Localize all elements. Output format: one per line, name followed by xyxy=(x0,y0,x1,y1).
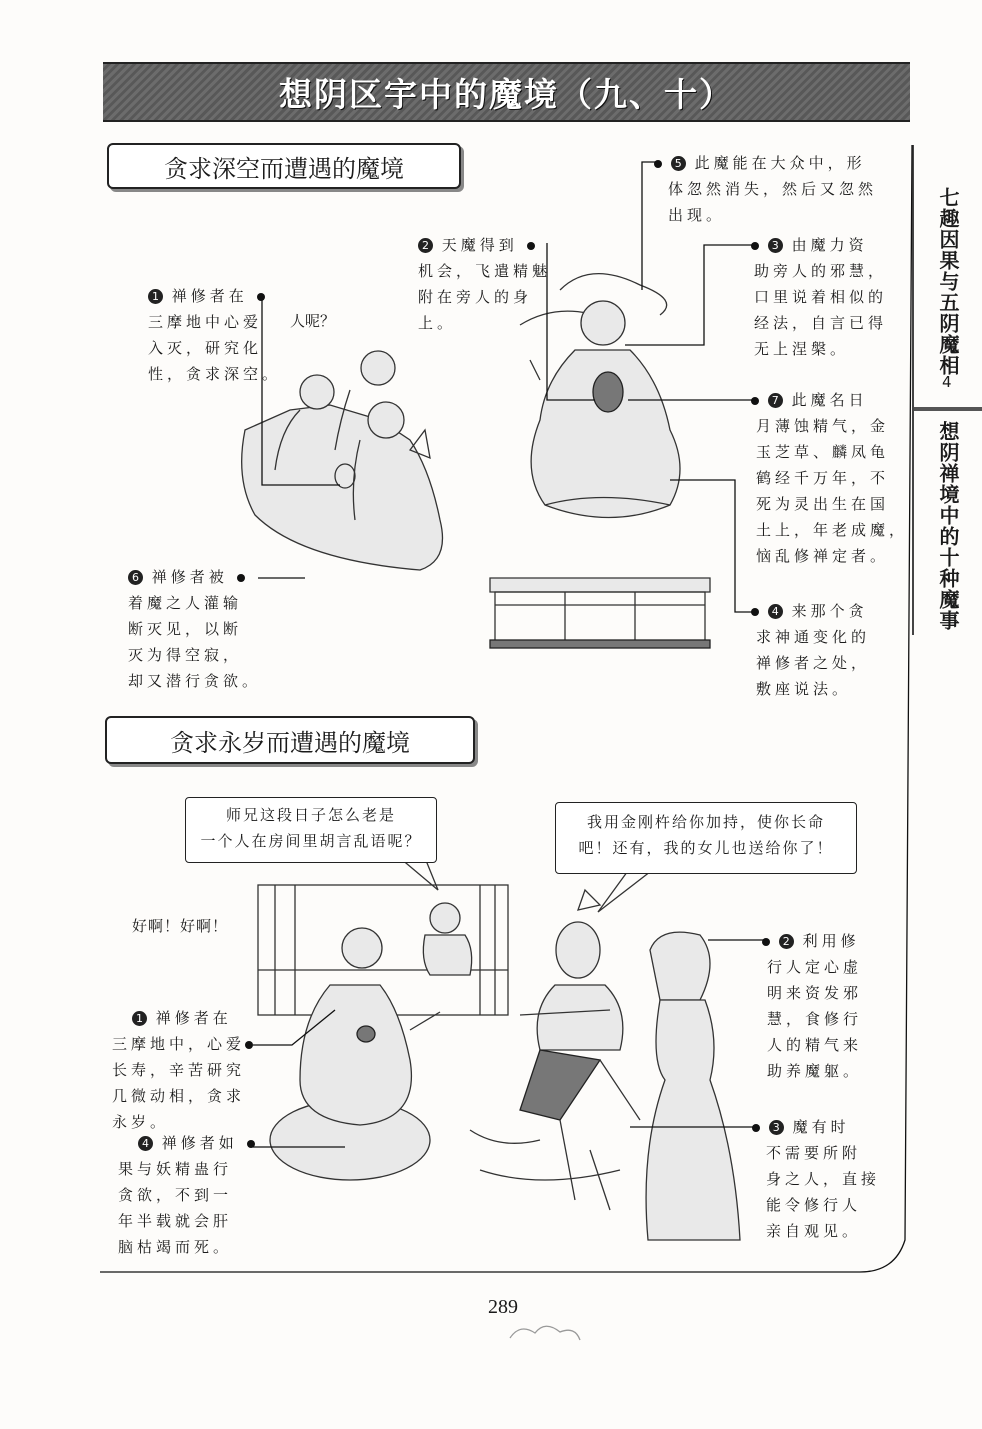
speech-bubble-right xyxy=(555,802,857,874)
number-badge: 2 xyxy=(418,238,433,253)
number-badge: 7 xyxy=(768,393,783,408)
note-line: 亲自观见。 xyxy=(766,1222,862,1240)
number-badge: 4 xyxy=(768,604,783,619)
note-line: 天魔得到 xyxy=(441,236,518,254)
leader-dot xyxy=(751,397,759,405)
note-line: 着魔之人灌输 xyxy=(128,594,243,612)
s2-note-1 xyxy=(112,1005,253,1135)
chapter-number: 4 xyxy=(942,373,952,391)
note-line: 恼乱修禅定者。 xyxy=(756,547,890,565)
number-badge: 1 xyxy=(148,289,163,304)
leader-dot xyxy=(247,1140,255,1148)
note-line: 入灭，研究化 xyxy=(148,339,263,357)
note-line: 鹤经千万年，不 xyxy=(756,469,890,487)
speech-bubble-left xyxy=(185,797,437,863)
note-line: 禅修者之处， xyxy=(756,654,871,672)
note-line: 灭为得空寂， xyxy=(128,646,243,664)
note-line: 此魔名日 xyxy=(791,391,868,409)
s2-note-3 xyxy=(752,1114,880,1244)
note-line: 永岁。 xyxy=(112,1113,170,1131)
page-title: 想阴区宇中的魔境（九、十） xyxy=(279,74,734,114)
note-line: 三摩地中，心爱 xyxy=(112,1035,246,1053)
s1-note-2 xyxy=(418,232,551,336)
section2-header-text: 贪求永岁而遭遇的魔境 xyxy=(170,728,410,757)
note-line: 求神通变化的 xyxy=(756,628,871,646)
s1-note-1 xyxy=(148,283,281,387)
note-line: 口里说着相似的 xyxy=(754,288,888,306)
number-badge: 3 xyxy=(769,1120,784,1135)
demon-daughter-illustration xyxy=(646,932,740,1240)
note-line: 玉芝草、麟凤龟 xyxy=(756,443,890,461)
leader-dot xyxy=(752,1124,760,1132)
number-badge: 5 xyxy=(671,156,686,171)
note-line: 不需要所附 xyxy=(766,1144,862,1162)
bubble-line: 吧！还有，我的女儿也送给你了！ xyxy=(578,839,834,857)
note-line: 果与妖精蛊行 xyxy=(118,1160,233,1178)
note-line: 土上，年老成魔， xyxy=(756,521,909,539)
note-line: 禅修者如 xyxy=(161,1134,238,1152)
leader-dot xyxy=(237,574,245,582)
s2-note-2 xyxy=(762,928,862,1084)
s1-note-6 xyxy=(128,564,261,694)
note-line: 来那个贪 xyxy=(791,602,868,620)
s1-speech: 人呢？ xyxy=(290,312,336,330)
note-line: 几微动相，贪求 xyxy=(112,1087,246,1105)
leader-dot xyxy=(751,242,759,250)
number-badge: 6 xyxy=(128,570,143,585)
s2-note-4 xyxy=(118,1130,255,1260)
note-line: 附在旁人的身 xyxy=(418,288,533,306)
note-line: 禅修者在 xyxy=(155,1009,232,1027)
note-line: 助养魔躯。 xyxy=(767,1062,863,1080)
note-line: 慧，食修行 xyxy=(767,1010,863,1028)
note-line: 无上涅槃。 xyxy=(754,340,850,358)
note-line: 禅修者被 xyxy=(151,568,228,586)
note-line: 经法，自言已得 xyxy=(754,314,888,332)
couch-illustration xyxy=(490,578,710,648)
note-line: 体忽然消失，然后又忽然 xyxy=(668,180,878,198)
note-line: 脑枯竭而死。 xyxy=(118,1238,233,1256)
note-line: 身之人，直接 xyxy=(766,1170,881,1188)
s1-note-5 xyxy=(654,150,877,228)
number-badge: 1 xyxy=(132,1011,147,1026)
number-badge: 4 xyxy=(138,1136,153,1151)
s2-speech: 好啊！好啊！ xyxy=(132,917,229,935)
leader-dot xyxy=(762,938,770,946)
number-badge: 2 xyxy=(779,934,794,949)
note-line: 明来资发邪 xyxy=(767,984,863,1002)
note-line: 性，贪求深空。 xyxy=(148,365,282,383)
note-line: 出现。 xyxy=(668,206,726,224)
note-line: 此魔能在大众中，形 xyxy=(694,154,866,172)
bubble-line: 我用金刚杵给你加持，使你长命 xyxy=(586,813,825,831)
chapter-label: 七趣因果与五阴魔相 xyxy=(936,187,960,376)
note-line: 利用修 xyxy=(802,932,860,950)
bubble-line: 师兄这段日子怎么老是 xyxy=(225,806,396,824)
page-number: 289 xyxy=(488,1296,518,1318)
leader-dot xyxy=(257,293,265,301)
note-line: 能令修行人 xyxy=(766,1196,862,1214)
note-line: 魔有时 xyxy=(792,1118,850,1136)
s1-note-4 xyxy=(751,598,870,702)
note-line: 三摩地中心爱 xyxy=(148,313,263,331)
note-line: 上。 xyxy=(418,314,457,332)
note-line: 行人定心虚 xyxy=(767,958,863,976)
s1-note-3 xyxy=(751,232,887,362)
section2-header xyxy=(105,716,475,764)
number-badge: 3 xyxy=(768,238,783,253)
leader-dot xyxy=(245,1041,253,1049)
s1-note-7 xyxy=(751,387,908,569)
note-line: 死为灵出生在国 xyxy=(756,495,890,513)
leader-dot xyxy=(527,242,535,250)
note-line: 助旁人的邪慧， xyxy=(754,262,888,280)
section1-header-text: 贪求深空而遭遇的魔境 xyxy=(164,154,404,183)
bubble-line: 一个人在房间里胡言乱语呢？ xyxy=(200,832,422,850)
note-line: 敷座说法。 xyxy=(756,680,852,698)
peeking-monk-illustration xyxy=(423,903,471,975)
cloud-ornament-icon xyxy=(500,1318,590,1348)
section-label: 想阴禅境中的十种魔事 xyxy=(936,421,960,631)
note-line: 断灭见，以断 xyxy=(128,620,243,638)
leader-dot xyxy=(654,160,662,168)
note-line: 月薄蚀精气，金 xyxy=(756,417,890,435)
note-line: 机会，飞遣精魅 xyxy=(418,262,552,280)
note-line: 却又潜行贪欲。 xyxy=(128,672,262,690)
note-line: 人的精气来 xyxy=(767,1036,863,1054)
note-line: 贪欲，不到一 xyxy=(118,1186,233,1204)
note-line: 长寿，辛苦研究 xyxy=(112,1061,246,1079)
note-line: 由魔力资 xyxy=(791,236,868,254)
note-line: 禅修者在 xyxy=(171,287,248,305)
note-line: 年半载就会肝 xyxy=(118,1212,233,1230)
leader-dot xyxy=(751,608,759,616)
